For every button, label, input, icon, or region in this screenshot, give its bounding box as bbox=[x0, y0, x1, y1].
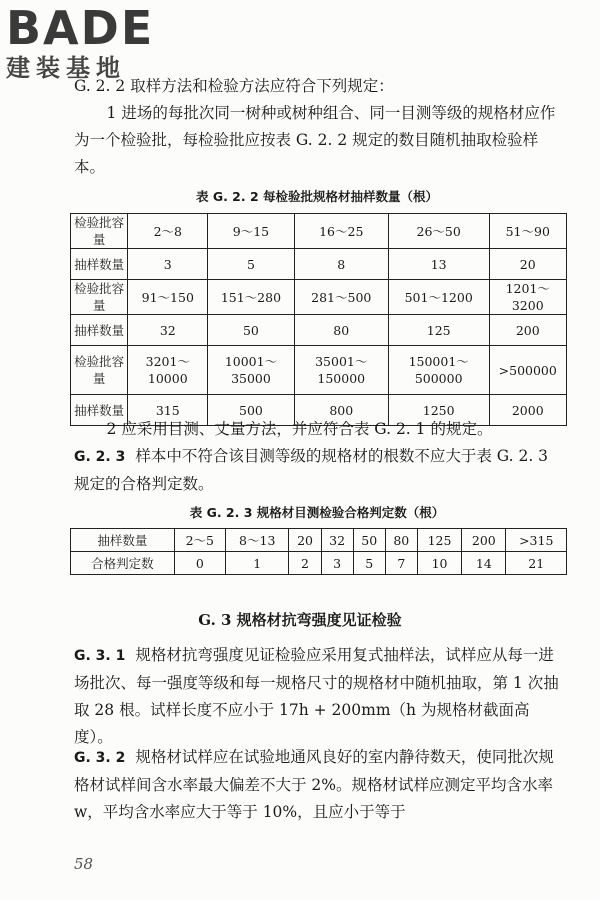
table-cell: 20 bbox=[489, 249, 567, 280]
table-cell: 16～25 bbox=[294, 214, 388, 249]
table-cell: 合格判定数 bbox=[71, 552, 175, 575]
table-cell: 200 bbox=[462, 529, 506, 552]
table-cell: 抽样数量 bbox=[71, 249, 128, 280]
table-cell: 125 bbox=[417, 529, 461, 552]
table-cell: 80 bbox=[385, 529, 417, 552]
table-cell: 21 bbox=[506, 552, 567, 575]
table-1-caption: 表 G. 2. 2 每检验批规格材抽样数量（根） bbox=[195, 189, 439, 204]
table-cell: 125 bbox=[388, 315, 489, 346]
table-cell: 检验批容量 bbox=[71, 214, 128, 249]
table-cell: 2 bbox=[289, 552, 321, 575]
table-cell: 51～90 bbox=[489, 214, 567, 249]
table-cell: 150001～500000 bbox=[388, 346, 489, 395]
table-cell: 20 bbox=[289, 529, 321, 552]
table-cell: 26～50 bbox=[388, 214, 489, 249]
clause-g-3-1 bbox=[74, 642, 560, 751]
table-row bbox=[71, 214, 567, 249]
table-cell: 2000 bbox=[489, 395, 567, 426]
page-number: 58 bbox=[74, 855, 94, 873]
item-1-paragraph: 1 进场的每批次同一树种或树种组合、同一目测等级的规格材应作为一个检验批，每检验批应按表 G. 2. 2 规定的数目随机抽取检验样本。 bbox=[74, 104, 556, 176]
table-cell: 3201～10000 bbox=[128, 346, 208, 395]
table-cell: 3 bbox=[321, 552, 353, 575]
table-cell: 13 bbox=[388, 249, 489, 280]
table-row bbox=[71, 346, 567, 395]
table-cell: 检验批容量 bbox=[71, 346, 128, 395]
section-heading: G. 3 规格材抗弯强度见证检验 bbox=[198, 611, 402, 629]
clause-text: 规格材试样应在试验地通风良好的室内静待数天，使同批次规格材试样间含水率最大偏差不大于 2%。规格材试样应测定平均含水率 w，平均含水率应大于等于 10%，且应小于等于 bbox=[74, 748, 554, 821]
table-cell: 32 bbox=[321, 529, 353, 552]
table-cell: 35001～150000 bbox=[294, 346, 388, 395]
logo-subtitle: 建装基地 bbox=[6, 54, 126, 82]
table-cell: 10 bbox=[417, 552, 461, 575]
table-cell: 9～15 bbox=[208, 214, 294, 249]
table-cell: >315 bbox=[506, 529, 567, 552]
table-cell: 3 bbox=[128, 249, 208, 280]
table-cell: 2～8 bbox=[128, 214, 208, 249]
table-row bbox=[71, 529, 567, 552]
table-row bbox=[71, 552, 567, 575]
table-cell: 151～280 bbox=[208, 280, 294, 315]
table-cell: 1 bbox=[225, 552, 289, 575]
clause-g-2-3 bbox=[74, 443, 560, 498]
clause-text: 样本中不符合该目测等级的规格材的根数不应大于表 G. 2. 3 规定的合格判定数。 bbox=[74, 447, 549, 493]
table-row bbox=[71, 249, 567, 280]
clause-number: G. 3. 2 bbox=[74, 750, 126, 766]
table-cell: 14 bbox=[462, 552, 506, 575]
logo-wordmark: BADE bbox=[6, 1, 155, 55]
table-cell: 检验批容量 bbox=[71, 280, 128, 315]
table-cell: 1201～3200 bbox=[489, 280, 567, 315]
table-cell: 50 bbox=[353, 529, 385, 552]
table-cell: 50 bbox=[208, 315, 294, 346]
table-cell: 32 bbox=[128, 315, 208, 346]
table-cell: 8 bbox=[294, 249, 388, 280]
table-cell: 抽样数量 bbox=[71, 395, 128, 426]
table-row bbox=[71, 315, 567, 346]
table-cell: 315 bbox=[128, 395, 208, 426]
intro-line: G. 2. 2 取样方法和检验方法应符合下列规定： bbox=[74, 77, 394, 95]
table-cell: 200 bbox=[489, 315, 567, 346]
table-row bbox=[71, 280, 567, 315]
acceptance-number-table bbox=[70, 528, 567, 575]
table-cell: 8～13 bbox=[225, 529, 289, 552]
clause-g-3-2 bbox=[74, 744, 560, 826]
table-cell: 7 bbox=[385, 552, 417, 575]
table-cell: 500 bbox=[208, 395, 294, 426]
table-2-caption: 表 G. 2. 3 规格材目测检验合格判定数（根） bbox=[189, 505, 445, 520]
table-cell: 2～5 bbox=[174, 529, 225, 552]
table-cell: 800 bbox=[294, 395, 388, 426]
table-cell: 5 bbox=[208, 249, 294, 280]
table-cell: >500000 bbox=[489, 346, 567, 395]
clause-number: G. 3. 1 bbox=[74, 648, 126, 664]
table-cell: 0 bbox=[174, 552, 225, 575]
table-cell: 501～1200 bbox=[388, 280, 489, 315]
table-cell: 5 bbox=[353, 552, 385, 575]
table-cell: 抽样数量 bbox=[71, 315, 128, 346]
table-cell: 80 bbox=[294, 315, 388, 346]
table-cell: 281～500 bbox=[294, 280, 388, 315]
clause-text: 规格材抗弯强度见证检验应采用复式抽样法，试样应从每一进场批次、每一强度等级和每一规格尺寸的规格材中随机抽取，第 1 次抽取 28 根。试样长度不应小于 17h + 200mm（h 为规格材截面高度）。 bbox=[74, 646, 559, 746]
table-cell: 10001～35000 bbox=[208, 346, 294, 395]
sampling-quantity-table bbox=[70, 213, 567, 426]
table-cell: 91～150 bbox=[128, 280, 208, 315]
table-cell: 抽样数量 bbox=[71, 529, 175, 552]
table-cell: 1250 bbox=[388, 395, 489, 426]
item-2-paragraph: 2 应采用目测、丈量方法，并应符合表 G. 2. 1 的规定。 bbox=[106, 420, 493, 438]
clause-number: G. 2. 3 bbox=[74, 449, 126, 465]
